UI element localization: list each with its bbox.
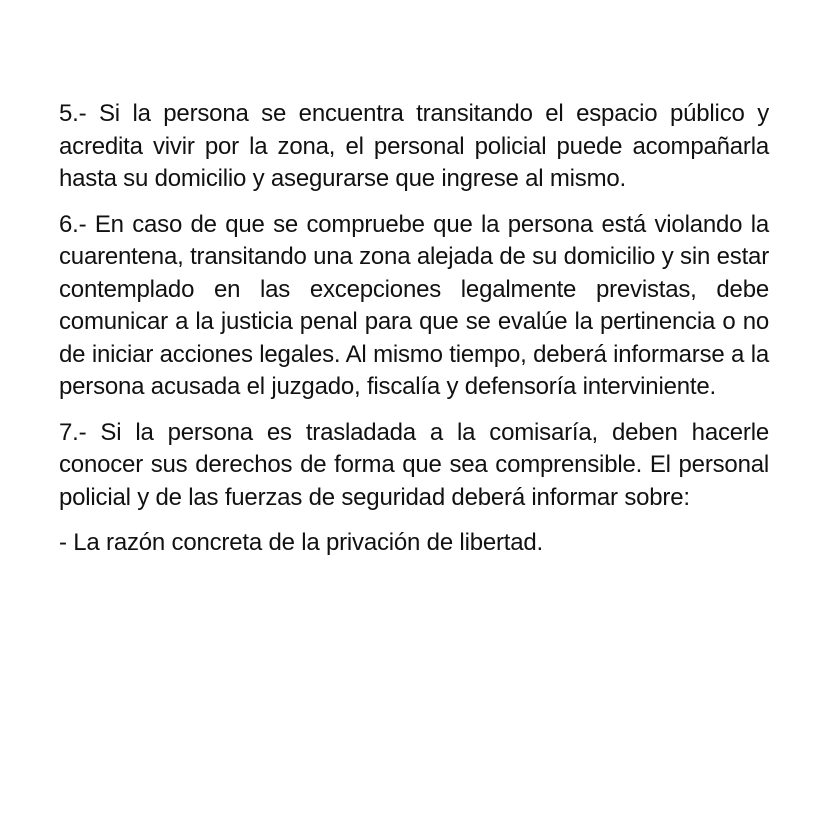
paragraph-6: 6.- En caso de que se compruebe que la persona está violando la cuarentena, transitando una zona alejada de su domicilio y sin estar contemplado en las excepciones legalmente previstas, debe comunicar a la justicia penal para que se evalúe la pertinencia o no de iniciar acciones legales. Al mismo tiempo, deberá informarse a la persona acusada el juzgado, fiscalía y defensoría interviniente. — [59, 210, 769, 400]
paragraph-7: 7.- Si la persona es trasladada a la comisaría, deben hacerle conocer sus derechos de forma que sea comprensible. El personal policial y de las fuerzas de seguridad deberá informar sobre: — [59, 418, 769, 511]
list-item-reason: - La razón concreta de la privación de libertad. — [59, 529, 544, 556]
paragraph-5: 5.- Si la persona se encuentra transitando el espacio público y acredita vivir por la zona, el personal policial puede acompañarla hasta su domicilio y asegurarse que ingrese al mismo. — [59, 100, 769, 192]
document-body — [59, 98, 769, 560]
